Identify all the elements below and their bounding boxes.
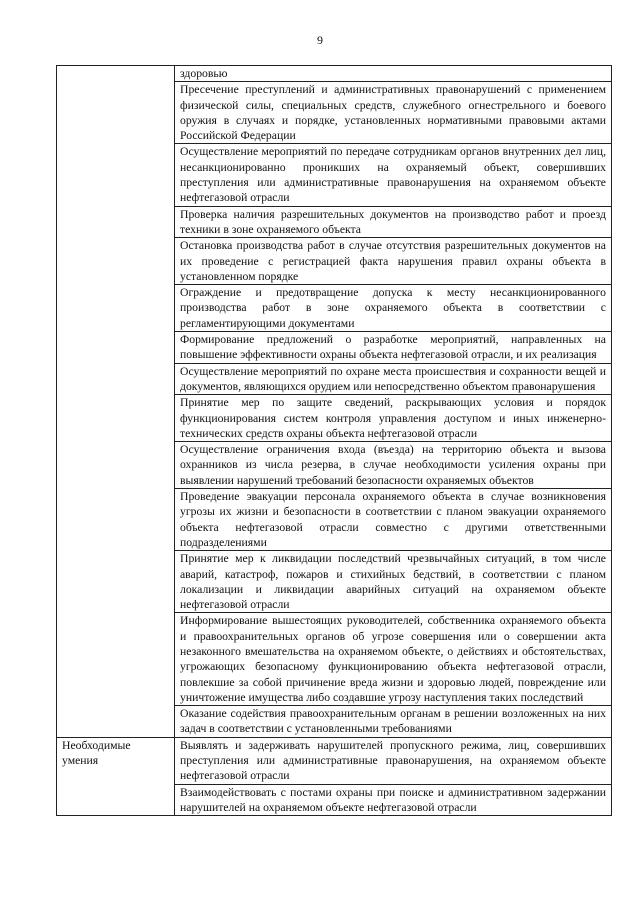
row-text: Осуществление ограничения входа (въезда) на территорию объекта и вызова охранников из числа резерва, в случае необходимости усиления охраны при выявлении нарушений требований безопасности охраняемых объектов [175, 442, 612, 489]
row-text: Информирование вышестоящих руководителей, собственника охраняемого объекта и правоохранительных органов об угрозе совершения или о совершении акта незаконного вмешательства на охраняемом объекте, о действиях и обстоятельствах, угрожающих безопасному функционированию объекта нефтегазовой отрасли, повлекшие за собой причинение вреда жизни и здоровью людей, повреждение или уничтожение имущества либо создавшие угрозу наступления таких последствий [175, 613, 612, 706]
section-label-cell: Необходимые умения [57, 737, 175, 815]
row-text: Пресечение преступлений и административных правонарушений с применением физической силы, специальных средств, служебного огнестрельного и боевого оружия в случаях и порядке, установленных нормативными правовыми актами Российской Федерации [175, 82, 612, 144]
table-row [57, 737, 612, 784]
row-text: здоровью [175, 66, 612, 82]
row-text: Ограждение и предотвращение допуска к месту несанкционированного производства работ в зоне охраняемого объекта в соответствии с регламентирующими документами [175, 285, 612, 332]
competency-table [56, 65, 612, 816]
row-text: Оказание содействия правоохранительным органам в решении возложенных на них задач в соответствии с установленными требованиями [175, 706, 612, 738]
page-number: 9 [317, 33, 323, 47]
row-text: Остановка производства работ в случае отсутствия разрешительных документов на их проведение с регистрацией факта нарушения правил охраны объекта в установленном порядке [175, 238, 612, 285]
row-text: Выявлять и задерживать нарушителей пропускного режима, лиц, совершивших преступления или административные правонарушения, на охраняемом объекте нефтегазовой отрасли [175, 737, 612, 784]
row-text: Проведение эвакуации персонала охраняемого объекта в случае возникновения угрозы их жизни и безопасности в соответствии с планом эвакуации охраняемого объекта нефтегазовой отрасли совместно с другими ответственными подразделениями [175, 489, 612, 551]
row-text: Принятие мер по защите сведений, раскрывающих условия и порядок функционирования систем контроля управления доступом и иных инженерно-технических средств охраны объекта нефтегазовой отрасли [175, 395, 612, 442]
row-text: Проверка наличия разрешительных документов на производство работ и проезд техники в зоне охраняемого объекта [175, 206, 612, 238]
row-text: Осуществление мероприятий по охране места происшествия и сохранности вещей и документов, являющихся орудием или непосредственно объектом правонарушения [175, 363, 612, 395]
row-text: Взаимодействовать с постами охраны при поиске и административном задержании нарушителей на охраняемом объекте нефтегазовой отрасли [175, 784, 612, 816]
row-text: Формирование предложений о разработке мероприятий, направленных на повышение эффективности охраны объекта нефтегазовой отрасли, и их реализация [175, 332, 612, 364]
row-text: Принятие мер к ликвидации последствий чрезвычайных ситуаций, в том числе аварий, катастроф, пожаров и стихийных бедствий, в соответствии с планом локализации и ликвидации аварийных ситуаций на охраняемом объекте нефтегазовой отрасли [175, 551, 612, 613]
table-row [57, 66, 612, 82]
row-text: Осуществление мероприятий по передаче сотрудникам органов внутренних дел лиц, несанкционированно проникших на охраняемый объект, совершивших преступления или административные правонарушения на охраняемом объекте нефтегазовой отрасли [175, 144, 612, 206]
section-label-cell [57, 66, 175, 738]
